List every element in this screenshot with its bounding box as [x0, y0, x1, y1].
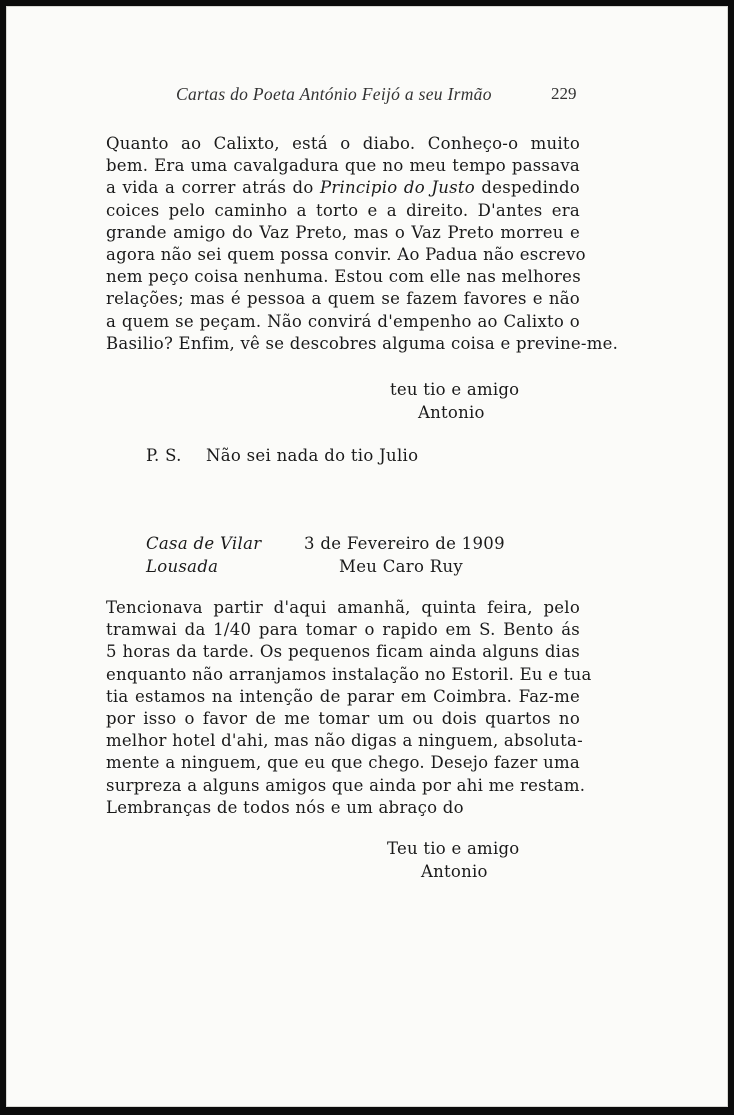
letter2-salutation: Meu Caro Ruy — [339, 557, 464, 576]
text-line: tramwai da 1/40 para tomar o rapido em S. Bento ás — [106, 620, 580, 640]
text-line: por isso o favor de me tomar um ou dois quartos no — [106, 708, 580, 728]
text-line: bem. Era uma cavalgadura que no meu tempo passava — [106, 156, 580, 176]
text-line: melhor hotel d'ahi, mas não digas a ninguem, absoluta- — [106, 731, 583, 751]
running-header — [6, 84, 728, 108]
text-line: relações; mas é pessoa a quem se fazem favores e não — [106, 289, 580, 309]
text-line: grande amigo do Vaz Preto, mas o Vaz Preto morreu e — [106, 222, 580, 242]
running-title: Cartas do Poeta António Feijó a seu Irmão — [176, 84, 492, 104]
text-line: tia estamos na intenção de parar em Coimbra. Faz-me — [106, 686, 580, 706]
text-line: surpreza a alguns amigos que ainda por ahi me restam. — [106, 775, 586, 795]
text-line: nem peço coisa nenhuma. Estou com elle nas melhores — [106, 267, 581, 287]
letter1-closing: teu tio e amigo — [390, 380, 520, 399]
text-line: Lembranças de todos nós e um abraço do — [106, 797, 464, 817]
text-line: mente a ninguem, que eu que chego. Desejo fazer uma — [106, 753, 580, 773]
text-line: enquanto não arranjamos instalação no Estoril. Eu e tua — [106, 664, 592, 684]
letter2-body — [106, 597, 592, 819]
text-line: Tencionava partir d'aqui amanhã, quinta feira, pelo — [106, 598, 580, 617]
place-line-1: Casa de Vilar — [146, 534, 262, 553]
letter2-date: 3 de Fevereiro de 1909 — [304, 534, 505, 553]
letter1-body — [106, 133, 619, 355]
book-page — [6, 6, 728, 1107]
ps-text: Não sei nada do tio Julio — [206, 446, 419, 465]
postscript — [146, 446, 418, 465]
letter1-signature: Antonio — [418, 403, 485, 422]
italic-title: Principio do Justo — [320, 178, 475, 198]
text-line: 5 horas da tarde. Os pequenos ficam ainda alguns dias — [106, 642, 580, 662]
place-line-2: Lousada — [146, 557, 219, 576]
text-line: a vida a correr atrás do Principio do Justo despedindo — [106, 178, 580, 198]
text-line: Basilio? Enfim, vê se descobres alguma coisa e previne-me. — [106, 333, 619, 353]
text-line: agora não sei quem possa convir. Ao Padua não escrevo — [106, 244, 586, 264]
text-line: a quem se peçam. Não convirá d'empenho ao Calixto o — [106, 311, 580, 331]
text-line: Quanto ao Calixto, está o diabo. Conheço-o muito — [106, 134, 580, 153]
letter2-closing: Teu tio e amigo — [387, 839, 520, 858]
letter2-signature: Antonio — [421, 862, 488, 881]
ps-label: P. S. — [146, 446, 182, 465]
text-line: coices pelo caminho a torto e a direito. D'antes era — [106, 200, 580, 220]
page-number: 229 — [551, 84, 577, 103]
